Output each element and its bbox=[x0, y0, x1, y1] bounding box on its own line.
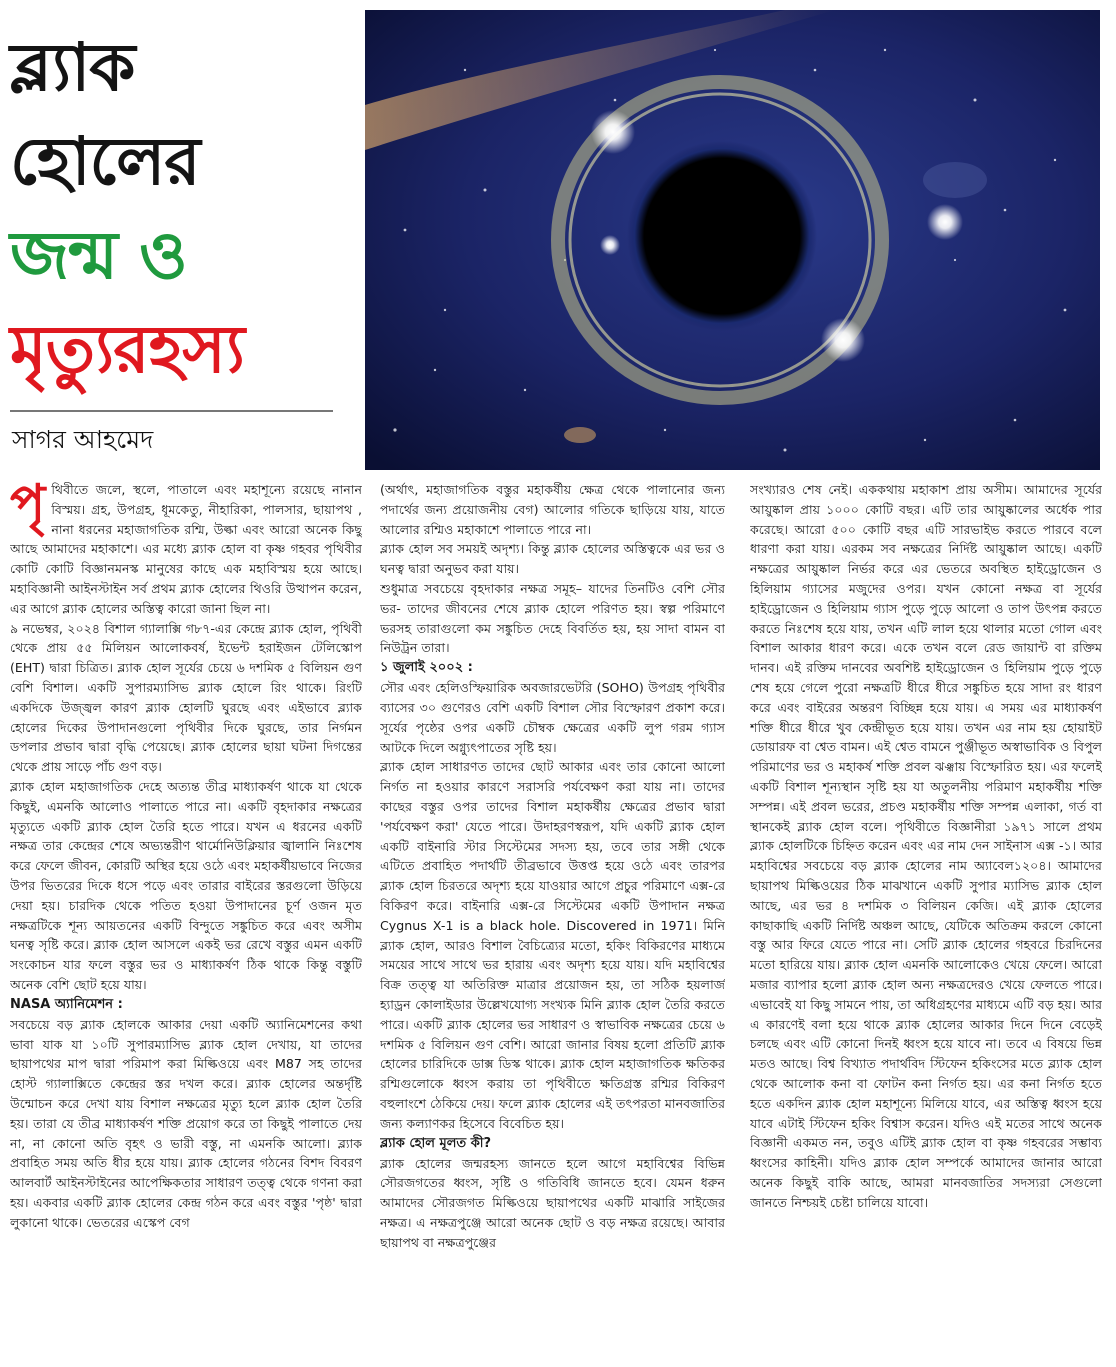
paragraph: ৯ নভেম্বর, ২০২৪ বিশাল গ্যালাক্সি গ৮৭-এর কেন্দ্রে ব্ল্যাক হোল, পৃথিবী থেকে প্রায় ৫৫ মিলিয়ন আলোকবর্ষ, ইভেন্ট হরাইজন টেলিস্কোপ (EHT) দ্বারা চিত্রিত। ব্ল্যাক হোল সূর্যের চেয়ে ৬ দশমিক ৫ বিলিয়ন গুণ বেশি বিশাল। একটি সুপারম্যাসিভ ব্ল্যাক হোলে রিং থাকে। রিংটি একদিকে উজ্জ্বল কারণ ব্ল্যাক হোলটি ঘুরছে এবং এইভাবে ব্ল্যাক হোলের দিকের উপাদানগুলো পৃথিবীর দিকে ঘুরছে, তার নির্গমন ডপলার প্রভাব দ্বারা বৃদ্ধি পেয়েছে। ব্ল্যাক হোলের ছায়া ঘটনা দিগন্তের থেকে প্রায় সাড়ে পাঁচ গুণ বড়। bbox=[10, 620, 362, 775]
drop-cap: পৃ bbox=[10, 480, 46, 534]
paragraph: সবচেয়ে বড় ব্ল্যাক হোলকে আকার দেয়া একটি অ্যানিমেশনের কথা ভাবা যাক যা ১০টি সুপারম্যাসিভ ব্ল্যাক হোল দেখায়, যা তাদের ছায়াপথের মাপ দ্বারা পরিমাপ করা মিল্কিওয়ে এবং M87 সহ তাদের হোস্ট গ্যালাক্সিতে কেন্দ্রের স্তর দখল করে। ব্ল্যাক হোলের অন্তর্দৃষ্টি উন্মোচন করে দেখা যায় বিশাল নক্ষত্রের মৃত্যু হলে ব্ল্যাক হোল তৈরি হয়। তারা যে তীব্র মাধ্যাকর্ষণ শক্তি প্রয়োগ করে তা কিছুই পালাতে দেয় না, না কোনো অতি বৃহৎ ও ভারী বস্তু, না এমনকি আলো। ব্ল্যাক প্রবাহিত সময় অতি ধীর হয়ে যায়। ব্ল্যাক হোলের গঠনের বিশদ বিবরণ আলবার্ট আইনস্টাইনের আপেক্ষিকতার সাধারণ তত্ত্ব থেকে গণনা করা হয়। একবার একটি ব্ল্যাক হোলের কেন্দ্র গঠন করে এবং বস্তুর 'পৃষ্ঠ' দ্বারা লুকানো থাকে। ভেতরের এস্কেপ বেগ bbox=[10, 1016, 362, 1230]
black-hole-galaxy-image bbox=[365, 10, 1100, 470]
headline-line-4: মৃত্যুরহস্য bbox=[10, 310, 245, 388]
headline-line-1: ব্ল্যাক bbox=[10, 28, 135, 106]
headline-line-2: হোলের bbox=[10, 122, 200, 200]
headline bbox=[10, 20, 360, 396]
paragraph-text: থিবীতে জলে, স্থলে, পাতালে এবং মহাশূন্যে রয়েছে নানান বিস্ময়। গ্রহ, উপগ্রহ, ধূমকেতু, নীহারিকা, পালসার, ছায়াপথ , নানা ধরনের মহাজাগতিক রশ্মি, উল্কা এবং আরো অনেক কিছু আছে আমাদের মহাকাশে। এর মধ্যে ব্ল্যাক হোল বা কৃষ্ণ গহবর পৃথিবীর কোটি কোটি বিজ্ঞানমনস্ক মানুষের কাছে এক মহাবিস্ময় হয়ে আছে। মহাবিজ্ঞানী আইনস্টাইন সর্ব প্রথম ব্ল্যাক হোলের থিওরি উত্থাপন করেন, এর আগে ব্ল্যাক হোলের অস্তিত্ব কারো জানা ছিল না। bbox=[10, 482, 362, 616]
headline-divider bbox=[10, 410, 333, 412]
article-body bbox=[0, 480, 1116, 1360]
author-byline: সাগর আহমেদ bbox=[12, 425, 154, 454]
paragraph bbox=[10, 480, 362, 619]
paragraph: ব্ল্যাক হোল সব সময়ই অদৃশ্য। কিন্তু ব্ল্যাক হোলের অস্তিত্বকে এর ভর ও ঘনত্ব দ্বারা অনুভব করা যায়। bbox=[380, 541, 725, 577]
paragraph: সংখ্যারও শেষ নেই। এককথায় মহাকাশ প্রায় অসীম। আমাদের সূর্যের আয়ুষ্কাল প্রায় ১০০০ কোটি বছর। এটি তার আয়ুষ্কালের অর্ধেক পার করেছে। আরো ৫০০ কোটি বছর এটি সারভাইভ করতে পারবে বলে ধারণা করা যায়। এরকম সব নক্ষত্রের নির্দিষ্ট আয়ুষ্কাল আছে। একটি নক্ষত্রের আয়ুষ্কাল নির্ভর করে এর ভেতরে অবস্থিত হাইড্রোজেন ও হিলিয়াম গ্যাসের মজুদের ওপর। যখন কোনো নক্ষত্র বা সূর্যের হাইড্রোজেন ও হিলিয়াম গ্যাস পুড়ে পুড়ে আলো ও তাপ উৎপন্ন করতে করতে নিঃশেষ হয়ে যায়, তখন এটি লাল হয়ে থালার মতো গোল এবং বিশাল আকার ধারণ করে। একে তখন বলে রেড জায়ান্ট বা রক্তিম দানব। এই রক্তিম দানবের অবশিষ্ট হাইড্রোজেন ও হিলিয়াম পুড়ে পুড়ে শেষ হয়ে গেলে পুরো নক্ষত্রটি ধীরে ধীরে সঙ্কুচিত হয়ে সাদা রং ধারণ করে এবং বাইরের অন্তরণ বিচ্ছিন্ন হয়ে যায়। এ সময় এর মাধ্যাকর্ষণ শক্তি ধীরে ধীরে খুব কেন্দ্রীভূত হয়ে যায়। তখন এর নাম হয় হোয়াইট ডোয়ারফ বা শ্বেত বামন। এই শ্বেত বামনে পুঞ্জীভূত অস্বাভাবিক ও বিপুল পরিমাণের ভর ও মহাকর্ষ শক্তি প্রবল ঝঞ্ঝায় বিস্ফোরিত হয়। এর ফলেই একটি বিশাল শূন্যস্থান সৃষ্টি হয় যা অতুলনীয় পরিমাণ মহাকর্ষীয় শক্তি সম্পন্ন। এই প্রবল ভরের, প্রচণ্ড মহাকর্ষীয় শক্তি সম্পন্ন এলাকা, গর্ত বা স্থানকেই ব্ল্যাক হোল বলে। পৃথিবীতে বিজ্ঞানীরা ১৯৭১ সালে প্রথম ব্ল্যাক হোলটিকে চিহ্নিত করেন এবং এর নাম দেন সাইনাস এক্স -১। আর মহাবিশ্বের সবচেয়ে বড় ব্ল্যাক হোলের নাম অ্যাবেল১২০৪। আমাদের ছায়াপথ মিল্কিওয়ের ঠিক মাঝখানে একটি সুপার ম্যাসিভ ব্ল্যাক হোল আছে, এর ভর ৪ দশমিক ৩ বিলিয়ন কেজি। এই ব্ল্যাক হোলের কাছাকাছি একটি নির্দিষ্ট অঞ্চল আছে, যেটিকে অতিক্রম করলে কোনো বস্তু আর ফিরে যেতে পারে না। সেটি ব্ল্যাক হোলের গহবরে চিরদিনের মতো হারিয়ে যায়। ব্ল্যাক হোল এমনকি আলোকেও খেয়ে ফেলে। আরো মজার ব্যাপার হলো ব্ল্যাক হোল অন্য নক্ষত্রদেরও খেয়ে ফেলতে পারে। এভাবেই যা কিছু সামনে পায়, তা অধিগ্রহণের মাধ্যমে এটি বড় হয়। আর এ কারণেই বলা হয়ে থাকে ব্ল্যাক হোলের আকার দিনে দিনে বেড়েই চলছে এবং এটি কোনো দিনই ধ্বংস হয়ে যাবে না। তবে এ বিষয়ে ভিন্ন মতও আছে। বিশ্ব বিখ্যাত পদার্থবিদ স্টিফেন হকিংসের মতে ব্ল্যাক হোল থেকে আলোক কনা বা ফোটন কনা নির্গত হয়। এর কনা নির্গত হতে হতে একদিন ব্ল্যাক হোল মহাশূন্যে মিলিয়ে যাবে, এর অস্তিত্ব ধ্বংস হয়ে যাবে এটাই স্টিফেন হকিং বিশ্বাস করেন। যদিও এই মতের সাথে অনেক বিজ্ঞানী একমত নন, তবুও এটিই ব্ল্যাক হোল বা কৃষ্ণ গহবরের সম্ভাব্য ধ্বংসের কাহিনী। যদিও ব্ল্যাক হোল সম্পর্কে আমাদের জানার আরো অনেক কিছুই বাকি আছে, আমরা মানবজাতির সদস্যরা সেগুলো জানতে নিশ্চয়ই চেষ্টা চালিয়ে যাবো। bbox=[750, 482, 1102, 1210]
subheading: ব্ল্যাক হোল মূলত কী? bbox=[380, 1135, 492, 1151]
paragraph: (অর্থাৎ, মহাজাগতিক বস্তুর মহাকর্ষীয় ক্ষেত্র থেকে পালানোর জন্য পদার্থের জন্য প্রয়োজনীয় বেগ) আলোর গতিকে ছাড়িয়ে যায়, যাতে আলোর রশ্মিও মহাকাশে পালাতে পারে না। bbox=[380, 482, 725, 537]
subheading: ১ জুলাই ২০০২ : bbox=[380, 660, 473, 676]
article-column-1 bbox=[10, 480, 362, 1360]
paragraph: ব্ল্যাক হোল সাধারণত তাদের ছোট আকার এবং তার কোনো আলো নির্গত না হওয়ার কারণে সরাসরি পর্যবেক্ষণ করা যায় না। তাদের কাছের বস্তুর ওপর তাদের বিশাল মহাকর্ষীয় ক্ষেত্রের প্রভাব দ্বারা 'পর্যবেক্ষণ করা' যেতে পারে। উদাহরণস্বরূপ, যদি একটি ব্ল্যাক হোল একটি বাইনারি স্টার সিস্টেমের সদস্য হয়, তবে তার সঙ্গী থেকে এটিতে প্রবাহিত পদার্থটি তীব্রভাবে উত্তপ্ত হয়ে ওঠে এবং তারপর ব্ল্যাক হোল চিরতরে অদৃশ্য হয়ে যাওয়ার আগে প্রচুর পরিমাণে এক্স-রে বিকিরণ করে। বাইনারি এক্স-রে সিস্টেমের একটি উপাদান নক্ষত্র Cygnus X-1 is a black hole. Discovered in 1971। মিনি ব্ল্যাক হোল, আরও বিশাল বৈচিত্র্যের মতো, হকিং বিকিরণের মাধ্যমে সময়ের সাথে সাথে ভর হারায় এবং অদৃশ্য হয়ে যায়। যদি মহাবিশ্বের বিক্র তত্ত্ব যা অতিরিক্ত মাত্রার প্রয়োজন হয়, তা সঠিক হয়লার্জ হ্যাড্রন কোলাইডার উল্লেখযোগ্য সংখ্যক মিনি ব্ল্যাক হোল তৈরি করতে পারে। একটি ব্ল্যাক হোলের ভর সাধারণ ও স্বাভাবিক নক্ষত্রের চেয়ে ৬ দশমিক ৫ বিলিয়ন গুণ বেশি। আরো জানার বিষয় হলো প্রতিটি ব্ল্যাক হোলের চারিদিকে ডাক্স ডিস্ক থাকে। ব্ল্যাক হোল মহাজাগতিক ক্ষতিকর রশ্মিগুলোকে ধ্বংস করায় তা পৃথিবীতে ক্ষতিগ্রস্ত রশ্মির বিকিরণ বহুলাংশে ঠেকিয়ে দেয়। ফলে ব্ল্যাক হোলের এই তৎপরতা মানবজাতির জন্য কল্যাণকর হিসেবে বিবেচিত হয়। bbox=[380, 759, 725, 1131]
paragraph: ব্ল্যাক হোল মহাজাগতিক দেহে অত্যন্ত তীব্র মাধ্যাকর্ষণ থাকে যা থেকে কিছুই, এমনকি আলোও পালাতে পারে না। একটি বৃহদাকার নক্ষত্রের মৃত্যুতে একটি ব্ল্যাক হোল তৈরি হতে পারে। যখন এ ধরনের একটি নক্ষত্র তার কেন্দ্রের শেষে অভ্যন্তরীণ থার্মোনিউক্লিয়ার জ্বালানি নিঃশেষ করে ফেলে জীবন, কোরটি অস্থির হয়ে ওঠে এবং মহাকর্ষীয়ভাবে নিজের উপর ভিতরের দিকে ধসে পড়ে এবং তারার বাইরের স্তরগুলো উড়িয়ে দেয়া হয়। চারদিক থেকে পতিত হওয়া উপাদানের চূর্ণ ওজন মৃত নক্ষত্রটিকে শূন্য আয়তনের একটি বিন্দুতে সঙ্কুচিত করে এবং অসীম ঘনত্ব সৃষ্টি করে। ব্ল্যাক হোল আসলে একই ভর রেখে বস্তুর এমন একটি সংকোচন যার ফলে বস্তুর ভর ও মাধ্যাকর্ষণ ঠিক থাকে কিন্তু বস্তুটি অনেক বেশি ছোট হয়ে যায়। bbox=[10, 778, 362, 992]
paragraph: ব্ল্যাক হোলের জন্মরহস্য জানতে হলে আগে মহাবিশ্বের বিভিন্ন সৌরজগতের ধ্বংস, সৃষ্টি ও গতিবিধি জানতে হবে। যেমন ধরুন আমাদের সৌরজগত মিল্কিওয়ে ছায়াপথের একটি মাঝারি সাইজের নক্ষত্র। এ নক্ষত্রপুঞ্জে আরো অনেক ছোট ও বড় নক্ষত্র রয়েছে। আবার ছায়াপথ বা নক্ষত্রপুঞ্জের bbox=[380, 1155, 725, 1250]
paragraph: শুধুমাত্র সবচেয়ে বৃহদাকার নক্ষত্র সমূহ– যাদের তিনটিও বেশি সৌর ভর- তাদের জীবনের শেষে ব্ল্যাক হোলে পরিণত হয়। স্বল্প পরিমাণে ভরসহ তারাগুলো কম সঙ্কুচিত দেহে বিবর্তিত হয়, হয় সাদা বামন বা নিউট্রন তারা। bbox=[380, 580, 725, 656]
headline-line-3: জন্ম ও bbox=[10, 216, 187, 294]
paragraph: সৌর এবং হেলিওস্ফিয়ারিক অবজারভেটরি (SOHO) উপগ্রহ পৃথিবীর ব্যাসের ৩০ গুণেরও বেশি একটি বিশাল সৌর বিস্ফোরণ প্রকাশ করে। সূর্যের পৃষ্ঠের ওপর একটি চৌম্বক ক্ষেত্রের একটি লুপ গরম গ্যাস আটকে দিলে অগ্ন্যুৎপাতের সৃষ্টি হয়। bbox=[380, 680, 725, 755]
subheading: NASA অ্যানিমেশন : bbox=[10, 996, 123, 1012]
article-column-2 bbox=[380, 480, 725, 1360]
article-column-3 bbox=[750, 480, 1102, 1360]
